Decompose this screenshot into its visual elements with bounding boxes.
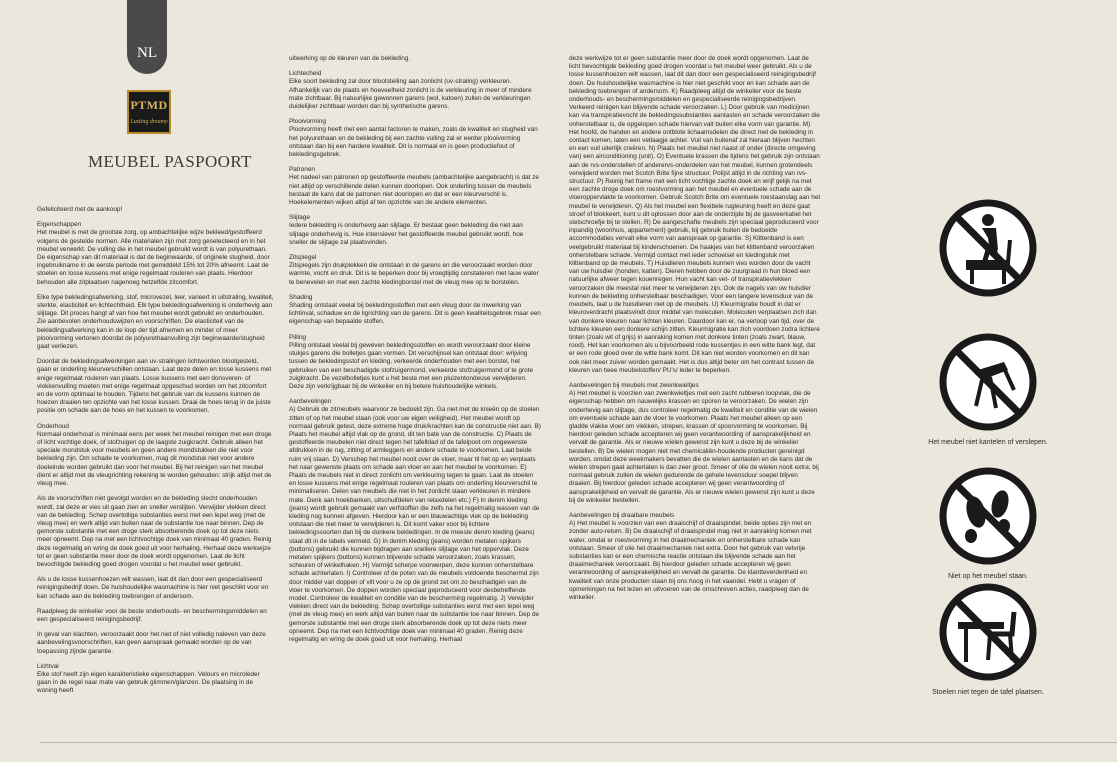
logo-name: PTMD [130, 98, 168, 112]
sign-no-standing-on-chair [918, 198, 1058, 304]
text-column-2 [289, 55, 541, 651]
paragraph: A) Het meubel is voorzien van een draaischijf of draaispindel; beide opties zijn met en zonder auto-return. B) De draaischijf of draaispindel mag niet in aanraking komen met water, omdat er roestvorming in het draaimechaniek en onherstelbare schade kan ontstaan. Smeer of olie het draaimechaniek niet extra. Door het gebruik van vetvrije substanties kan er een chemische reactie ontstaan die blijvende schade aan het draaimechaniek veroorzaakt. Bij hierdoor geleden schade accepteren wij geen verantwoording of aansprakelijkheid en vervalt de garantie. De klantteverdenheid en kwaliteit van onze producten staan bij ons hoog in het vaandel. Hebt u vragen of opmerkingen na het lezen en uitvoeren van de omschreven acties, raadpleeg dan de winkelier. [569, 520, 812, 601]
section-heading: Lichtval [37, 662, 59, 670]
section-heading: Onderhoud [37, 422, 69, 430]
ptmd-logo [127, 90, 171, 134]
paragraph: Shading ontstaat veelal bij bekledingsstoffen met een vleug door de inwerking van lichtinval, schaduw en de ligrichting van de garens. Dit is geen kwaliteitsgebrek maar een eigenschap van bepaalde stoffen. [289, 302, 541, 326]
paragraph: Het meubel is met de grootste zorg, op ambachtelijke wijze bekleed/gestoffeerd volgens de gestelde normen. Alle materialen zijn met zorg geselecteerd en in het meubel verwerkt. De vulling die in het meubel gebruikt wordt is van polyurethaan. De eigenschap van dit materiaal is dat de beginwaarde, of originele stugheid, door ingebruikname in de eerste periode met gemiddeld 15% tot 20% afneemt. Laat de stoelen en losse kussens met enige regelmaat rouleren van plaats. Hierdoor behouden alle zitplaatsen nagenoeg hetzelfde zitcomfort. [37, 229, 270, 286]
paragraph: Gefeliciteerd met de aankoop! [37, 206, 123, 213]
section-heading: Pilling [289, 333, 307, 341]
paragraph: uitwerking op de kleuren van de bekleding. [289, 55, 411, 62]
section-heading: Eigenschappen [37, 221, 82, 229]
text-column-1 [37, 206, 274, 703]
paragraph: Het nadeel van patronen op gestoffeerde meubels (ambachtelijke aangebracht) is dat ze niet altijd op verschillende delen kunnen doorlopen. Ook onderling tussen de meubels bestaat de kans dat de patronen niet doorlopen en dat er een kleurverschil is. Hoekelementen wijken altijd af ten opzichte van de andere elementen. [289, 174, 539, 207]
paragraph: Normaal onderhoud is minimaal eens per week het meubel reinigen met een droge of licht vochtige doek, of stofzuigen op de laagste zuigkracht. Gebruik alleen het speciale mondstuk voor meubels en geen andere mondstukken die niet voor bekleding zijn. Om schade te voorkomen, mag dit mondstuk niet voor andere doeleinde worden gebruikt dan voor het meubel. Bij het reinigen van het meubel dient er altijd met de vleugrichting rekening te worden gehouden: strijk altijd met de vleug mee. [37, 430, 272, 488]
paragraph: deze werkwijze tot er geen substantie meer door de doek wordt opgenomen. Laat de licht bevochtigde bekleding goed drogen voordat u het meubel weer gebruikt. Als u de losse kussenhoezen wilt wassen, laat dit dan door een gespecialiseerd reinigingsbedrijf doen. De huishoudelijke wasmachine is hier niet geschikt voor en kan schade aan de bekleding toebrengen of andersom. K) Raadpleeg altijd de winkelier voor de beste onderhouds- en beschermingsmiddelen en gespecialiseerde reinigingsbedrijven. Verkeerd reinigen kan blijvende schade veroorzaken. L) Door gebruik van medicijnen kan via transpiratievocht de bekledingssubstanties aantasten en schade veroorzaken die onherstelbaar is, de opgelopen schade hiervan valt buiten elke vorm van garantie. M) Het hoofd, de handen en andere ontblote lichaamsdelen die direct met de bekleding in contact komen, laten een vetlaagje achter. Vuil van buitenaf zal hieraan blijven hechten en een vuil uiterlijk creëren. N) Plaats het meubel niet naast of onder (directe omgeving van) een airconditioning (unit). O) Eventuele krassen die tijdens het gebruik zijn ontstaan aan de rvs-onderstellen of anderervs-onderdelen van het meubel, kunnen grotendeels verwijderd worden met Scotch Brite fijne structuur. Polijst altijd in de richting van rvs-structuur. P) Reinig het frame met een licht vochtige zachte doek en wrijf gelijk na met een zachte droge doek om roestvorming aan het meubel en eventuele schade aan de vloeroppervlakte te voorkomen. Gebruik Scotch Brite om eventuele roestaanslag aan het meubel te verwijderen. Q) Als het meubel een flexibele rugleuning heeft en deze gaat stroef of blokkeert, kunt u dit oplossen door aan de onderzijde bij de gasveerkabel het stelschroefje bij te stellen. R) De aangeschafte meubels zijn speciaal geproduceerd voor inpandig (woonhuis, appartement) gebruik, bij gebruik buiten de bedoelde accommodaties vervalt elke vorm van aanspraak op garantie. S) Klittenband is een veelgebruikt materiaal bij kinderschoenen. De haakjes van het klittenband veroorzaken onherstelbare schade. Vermijd contact met ieder schoeisel en kledingstuk met klittenband op de meubels. T) Huisdieren meubels kunnen vies worden door de vacht van uw huisdier (honden, katten). Dieren hebben door de zuurgraad in hun bloed een natuurlijke afweer tegen kouenregen. Hun vacht kan vet- of transpiratievlekken veroorzaken die meestal niet meer te verwijderen zijn. Ook de nagels van uw huisdier kunnen de bekleding onherstelbaar beschadigen. Voor een langere levensduur van de meubels, laat u de huisdieren niet op de meubels. U) Kleurmigratie houdt in dat er kleuroverdracht plaatsvindt door middel van moleculen. Moleculen verplaatsen zich dan van donkere kleuren naar lichten kleuren. Daardoor kan er, na verloop van tijd, over de lichtere kleuren een donkere schijn zitten. Kleurmigratie kan zich voordoen zodra lichtere tinten (zoals wit of grijs) in aanraking komen met donkere tinten (zoals zwart, blauw, rood). Het kan voorkomen als u bijvoorbeeld rode kussentjes in een witte bank legt, dat er een rode gloed over de witte bank komt. Dit kan niet worden voorkomen en dit kan ook niet meer zuiver worden gemaakt. Het is dus altijd beter om het contrast tussen de kleuren van twee meubelstoffen/ PU's/ leder te beperken. [569, 55, 821, 374]
section-heading: Plooivorming [289, 118, 326, 126]
paragraph: Pilling ontstaat veelal bij geweven bekledingsstoffen en wordt veroorzaakt door kleine stukjes garens die bolletjes gaan vormen. Dit verschijnsel kan ontstaat door: wrijving tussen de bekledingsstof en kleding, verkeerde onderhouden met een borstel, het gebruiken van een beschadigde stofzuigermond, verkeerde stofzuigermond of te grote zuigkracht. De vezelbolletjes kunt u het beste met een pluizentondeuse verwijderen. Deze zijn verkrijgbaar bij de winkelier en bij betere huishoudelijke winkels. [289, 341, 534, 390]
sign-no-standing [918, 466, 1058, 581]
paragraph: A) Het meubel is voorzien van zwenkwieltjes met een zacht rubberen loopvlak, die de eigenschap hebben om nauwelijks krassen en sporen te veroorzaken. De wielen zijn onderhevig aan slijtage, dus controleer regelmatig de kwaliteit en conditie van de wielen om eventuele schade aan de vloer te voorkomen. Plaats het meubel alleen op een gladde vlakke vloer om vlekken, strepen, krassen of spoorvorming te voorkomen. Bij hierdoor geleden schade accepteren wij geen verantwoording of aansprakelijkheid en vervalt de garantie. Als er nieuwe wielen gewenst zijn kunt u deze bij de winkelier bestellen. B) De wielen mogen niet met chemicaliën-houdende producten gereinigd worden, omdat deze weekmakers bevatten die de wielen aantasten en de kans dat de wielen strepen gaat achterlaten is dan zeer groot. Smeer of olie de wielen nooit extra; bij normaal gebruik zullen de wielen gedurende de gehele levensduur soepel blijven draaien. Bij hierdoor geleden schade accepteren wij geen verantwoording of aansprakelijkheid en vervalt de garantie. Als er nieuwe wielen gewenst zijn kunt u deze bij de winkelier bestellen. [569, 390, 819, 504]
paragraph: In geval van klachten, veroorzaakt door het niet of niet volledig naleven van deze aanbevelingsvoorschriften, kan geen aanspraak gemaakt worden op de van toepassing zijnde garantie. [37, 631, 266, 655]
no-tilting-chair-icon [938, 332, 1038, 432]
bottom-divider [40, 742, 1117, 743]
sign-caption: Het meubel niet kantelen of verslepen. [928, 439, 1048, 446]
sign-caption: Stoelen niet tegen de tafel plaatsen. [932, 689, 1044, 696]
section-heading: Aanbevelingen [289, 398, 332, 406]
no-standing-on-furniture-icon [938, 466, 1038, 566]
section-heading: Zitspiegel [289, 254, 317, 262]
text-column-3 [569, 55, 821, 609]
paragraph: Iedere bekleding is onderhevig aan slijtage. Er bestaat geen bekleding die niet aan slijtage onderhevig is. Hoe intensiever het gestoffeerde meubel gebruikt wordt, hoe sneller de slijtage zal plaatsvinden. [289, 222, 524, 246]
section-heading: Lichtecheid [289, 70, 322, 78]
paragraph: Als de voorschriften niet gevolgd worden en de bekleding slecht onderhouden wordt, zal deze er vies uit gaan zien en sneller verslijten. Verwijder vlekken direct van de bekleding. Schep overtollige substanties eerst met een lepel weg (met de vleug mee) en werk altijd van buiten naar de substantie toe naar binnen. Dep de gemorste substantie met een droge sterk absorberende doek op tot deze niets meer opneemt. Dep na met een lichtvochtige doek van minimaal 40 graden. Reinig deze regelmatig en wring de doek goed uit voor herhaling. Herhaal deze werkwijze tot er geen substantie meer door de doek wordt opgenomen. Laat de licht bevochtigde bekleding goed drogen voordat u het meubel weer gebruikt. [37, 495, 272, 568]
language-label: NL [137, 45, 157, 61]
sign-caption: Niet op het meubel staan. [948, 573, 1028, 580]
paragraph: Elke soort bekleding zal door blootstelling aan zonlicht (uv-straling) verkleuren. Afhankelijk van de plaats en hoeveelheid zonlicht is de verkleuring in meer of mindere mate zichtbaar. Bij natuurlijke gewonnen garens (wol, katoen) zullen de verkleuringen duidelijker zichtbaar worden dan bij synthetische garens. [289, 78, 532, 111]
paragraph: Elke type bekledingsafwerking, stof, microvezel, leer, varieert in uitstraling, kwaliteit, sterkte, elasticiteit en lichtechtheid. Elk type bekledingsafwerking is onderhevig aan slijtage. Dit proces hangt af van hoe het meubel wordt gebruikt en onderhouden. Zie aanbevolen onderhoudswijzen en voorschriften. De elasticiteit van de bekledingsafwerking kan in de loop der tijd afnemen en minder of meer plooivorming vertonen doordat de polyurethaanvulling zijn beginwaarde/stugheid gaat verliezen. [37, 293, 274, 351]
section-heading: Patronen [289, 166, 315, 174]
sign-no-chairs-against-table [918, 582, 1058, 697]
paragraph: Zitspiegels zijn drukplekken die ontstaan in de garens en die veroorzaakt worden door warmte, vocht en druk. Dit is te beperken door bij vroegtijdig constateren met lauw water te benevelen en met een zachte kledingborstel met de vleug mee op te borstelen. [289, 262, 539, 286]
section-heading: Shading [289, 293, 313, 301]
language-tab [127, 0, 167, 74]
section-heading: Aanbevelingen bij meubels met zwenkwieltjes [569, 381, 699, 389]
section-heading: Aanbevelingen bij draaibare meubels [569, 511, 675, 519]
sign-no-tilting [918, 332, 1058, 447]
paragraph: Als u de losse kussenhoezen wilt wassen, laat dit dan door een gespecialiseerd reinigingsbedrijf doen. De huishoudelijke wasmachine is hier niet geschikt voor en kan schade aan de bekleding toebrengen of andersom. [37, 576, 269, 600]
paragraph: Doordat de bekledingsafwerkingen aan uv-stralingen lichtworden blootgesteld, gaan er onderling kleurverschillen ontstaan. Laat deze delen en losse kussens met enige regelmaat rouleren van plaats. Losse kussens met een donsveren- of vlokkenvulling moeten met enige regelmaat opgeschud worden om het zitcomfort en de vorm optimaal te houden. Tijdens het gebruik van de kussens kunnen de hoezen draaien ten opzichte van het losse kussen. Draai de hoes terug in de juiste positie om schade aan de hoes en het kussen te voorkomen. [37, 358, 272, 415]
logo-tagline: Lusting dreamy [130, 119, 168, 125]
paragraph: A) Gebruik de zitmeubels waarvoor ze bedoeld zijn. Ga niet met de knieën op de stoelen zitten of op het meubel staan (ook voor uw eigen veiligheid). Het meubel wordt op normaal gebruik getest, deze extreme hoge druk/krachten kan de constructie niet aan. B) Plaats het meubel altijd vlak op de grond, dit ten bate van de constructie. C) Plaats de gestoffeerde meubelen niet direct tegen het tafelblad of de tafelpoot om ongewenste afdrukken in de rug, zitting of armleggers en andere schade te voorkomen. Laat beide ruim vrij staan. D) Verschep het meubel nooit over de vloer, maar til het op en verplaats het naar gewenste plaats om schade aan vloer en aan het meubel te voorkomen. E) Plaats de meubels niet in direct zonlicht om verkleuring tegen te gaan. Laat de stoelen en losse kussens met enige regelmaat rouleren van plaats om onderling kleurverschil te minimaliseren. Delen van meubels die niet in het zonlicht staan verkleuren in mindere mate. Denk aan hoekbanken, uitschuifdelen van relaxdelen etc.) F) In denim kleding (jeans) wordt gebruik gemaakt van verfstoffen die zelfs na het regelmatig wassen van de kleding nog kunnen afgeven. Hierdoor kan er een blauwachtige vlek op de bekleding ontstaan die niet meer te verwijderen is. Dit komt vaker voor bij lichtere bekledingssoorten dan bij de donkere bekledingen. In de meeste denim kleding (jeans) staat dit in de labels vermeld. G) In denim kleding (jeans) worden metalen spijkers (buttons) gebruikt die kunnen bijdragen aan snellere slijtage van het oppervlak. Deze metalen spijkers (buttons) kunnen blijvende schade veroorzaken, zoals krassen, scheuren of winkelhaken. H) Vermijd scherpe voorwerpen, deze kunnen onherstelbare schade achterlaten. I) Controleer of de poten van de meubels voldoende beschermd zijn door middel van doppen of vilt voor u ze op de grond zet om zo beschadigen van de vloer te voorkomen. De doppen worden speciaal geproduceerd voor desbetreffende model. Controleer de kwaliteit en conditie van de bescherming regelmatig. J) Verwijder vlekken direct van de bekleding. Schep overtollige substanties eerst met een lepel weg (met de vleug mee) en werk altijd van buiten naar de substantie toe naar binnen. Dep de gemorste substantie met een droge sterk absorberende doek op tot deze niets meer opneemt. Dep na met een lichtvochtige doek van minimaal 40 graden. Reinig deze regelmatig en wring de doek goed uit voor herhaling. Herhaal [289, 406, 541, 643]
paragraph: Plooivorming heeft met een aantal factoren te maken, zoals de kwaliteit en stugheid van het polyurethaan en de bekleding bij een zachte vulling zal er eerder plooivorming ontstaan dan bij een hardere kwaliteit. Dit is normaal en is geen productiefout of bekledingsgebrek. [289, 126, 538, 159]
paragraph: Raadpleeg de winkelier voor de beste onderhouds- en beschermingsmiddelen en een gespecialiseerd reinigingsbedrijf. [37, 607, 267, 623]
page-title: MEUBEL PASPOORT [88, 152, 252, 171]
section-heading: Slijtage [289, 214, 310, 222]
paragraph: Elke stof heeft zijn eigen karakteristieke eigenschappen. Velours en microleder gaan in de regel naar mate van gebruik glimmen/glanzen. De plaatsing in de woning heeft [37, 670, 260, 695]
no-standing-on-chair-icon [938, 198, 1038, 298]
no-chairs-against-table-icon [938, 582, 1038, 682]
